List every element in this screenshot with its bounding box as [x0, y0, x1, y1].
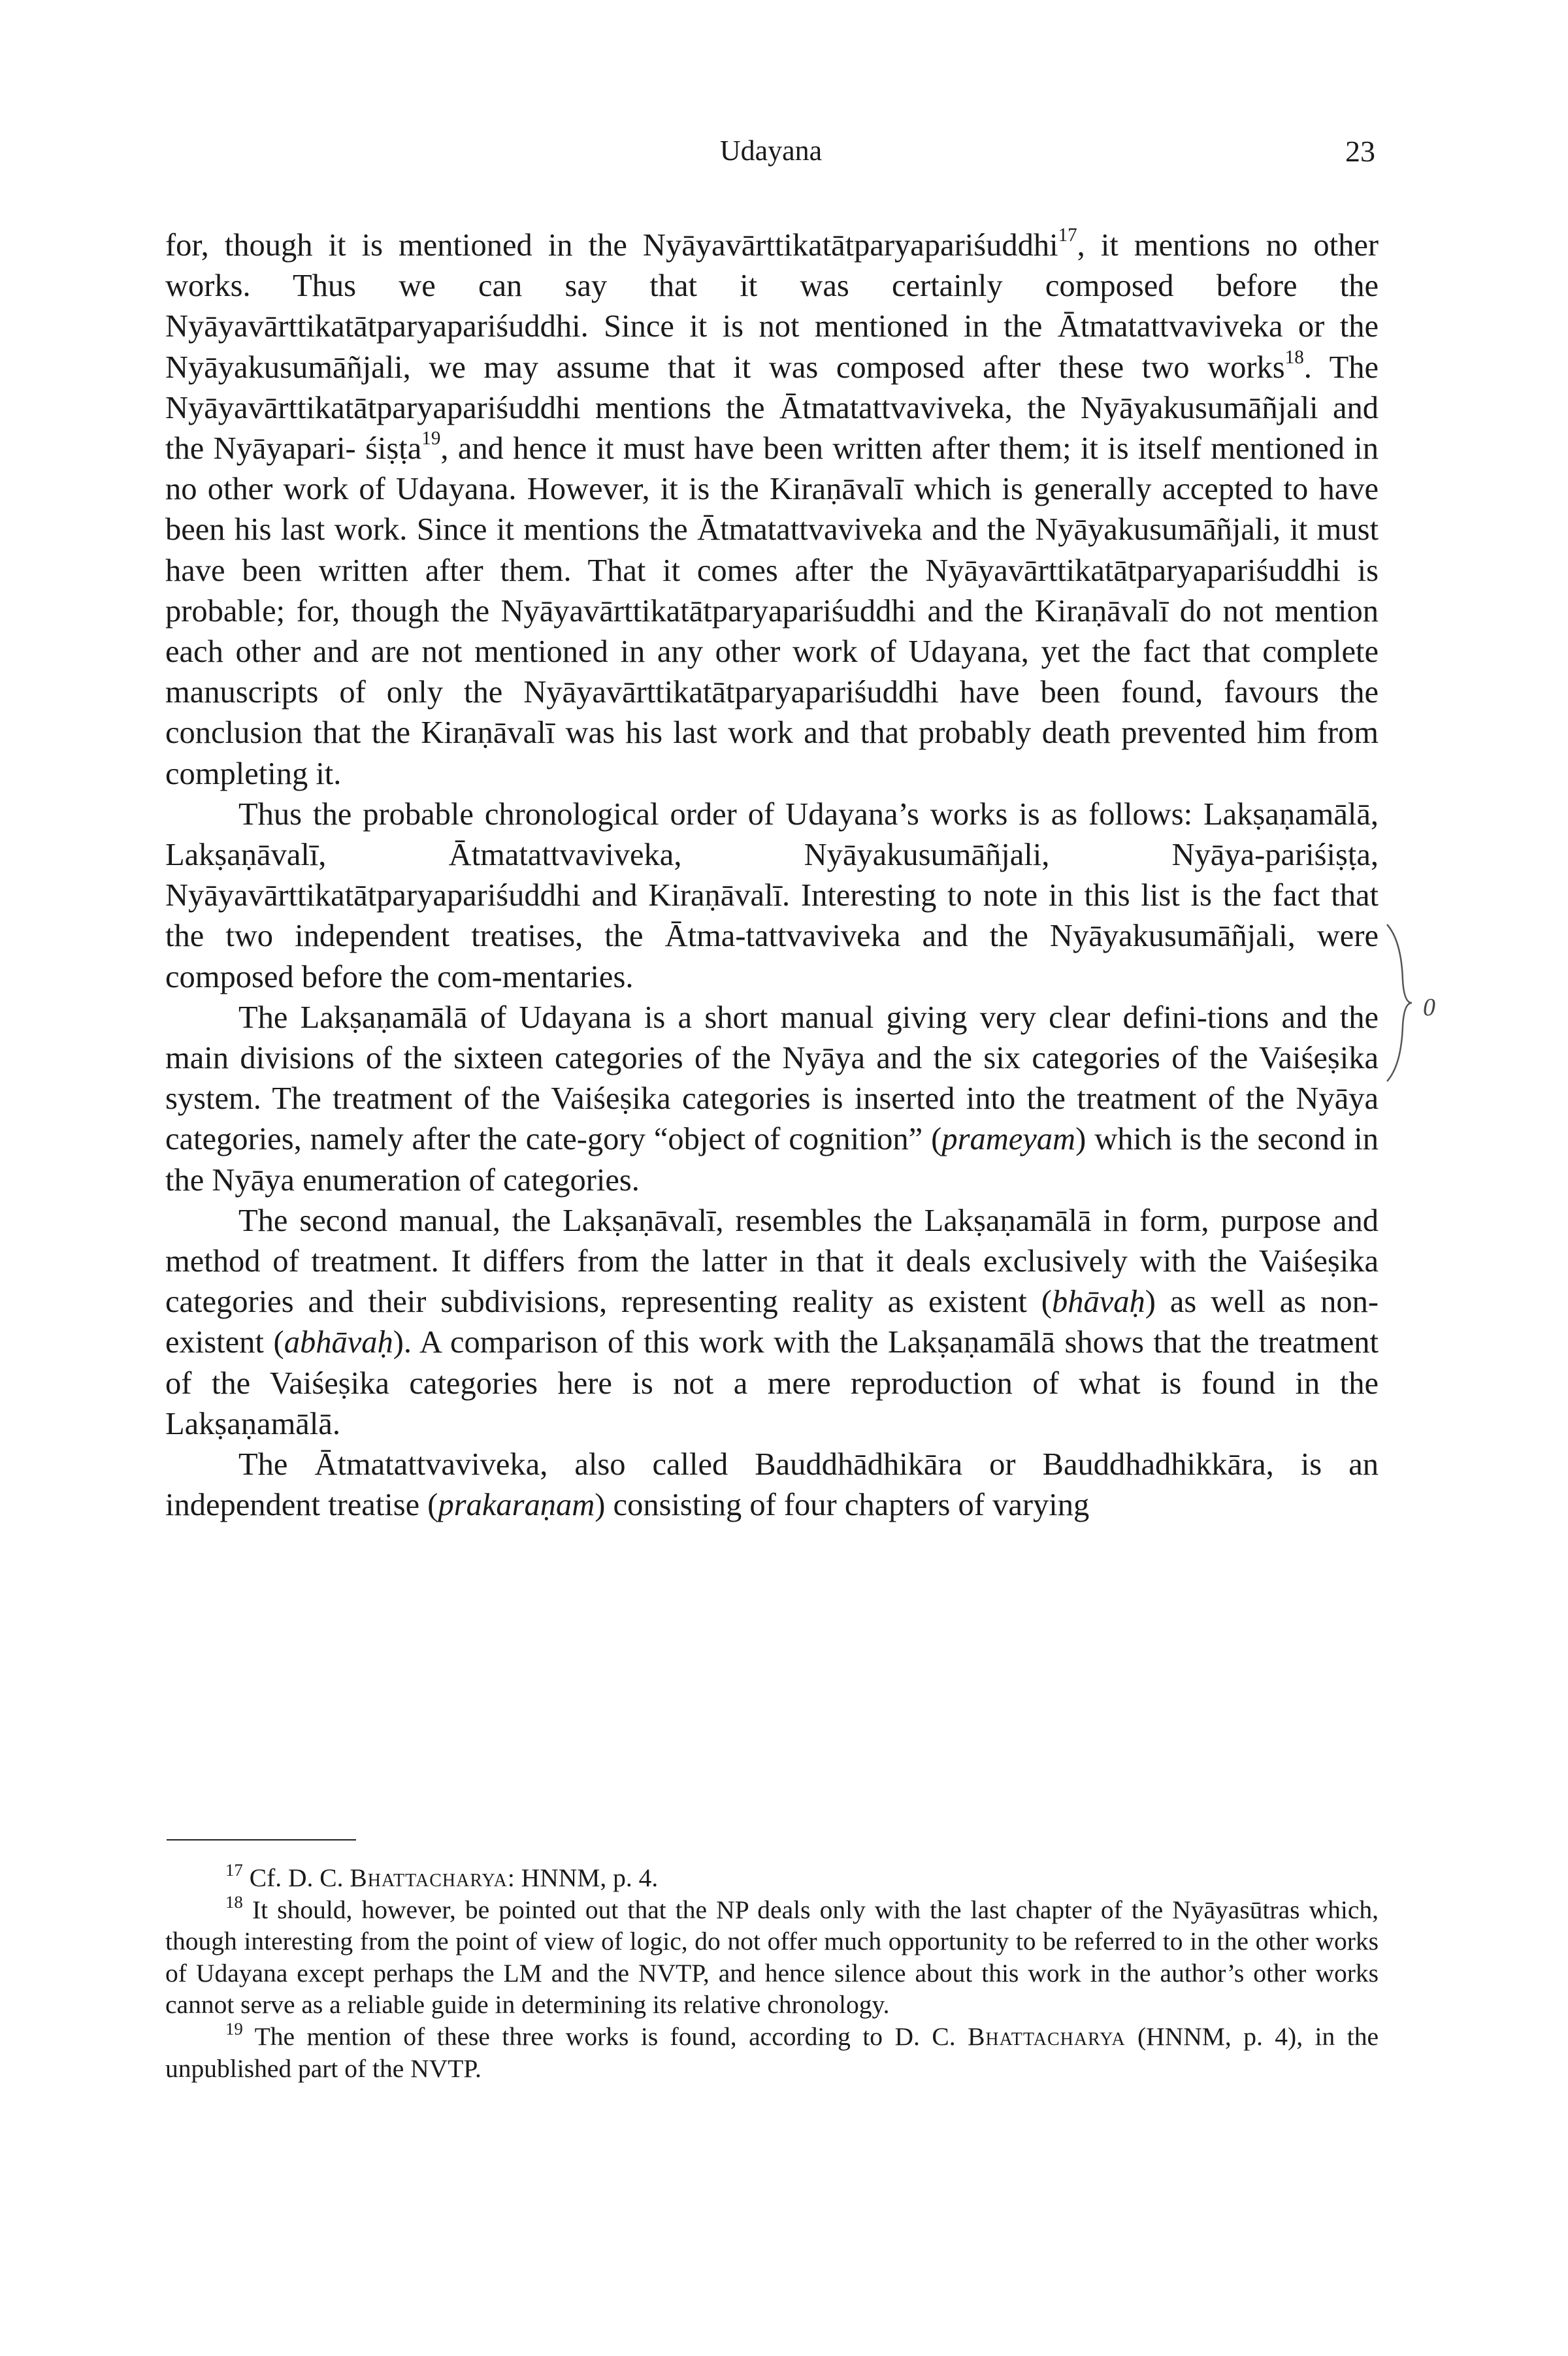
text-run: The Ātmatattvaviveka, also called Bauddhādhikāra or Bauddhadhikkāra, is an independent treatise (: [165, 1447, 1379, 1523]
paragraph-3: [165, 998, 1379, 1201]
text-run: for, though it is mentioned in the Nyāyavārttikatātparyapariśuddhi: [165, 228, 1058, 263]
paragraph-1: [165, 225, 1379, 794]
footnote-17: [165, 1859, 1379, 1894]
footnote-text: Cf. D. C.: [249, 1863, 350, 1892]
italic-term: bhāvaḥ: [1051, 1284, 1145, 1320]
footnote-number: 19: [225, 2018, 243, 2038]
body-text: [165, 225, 1379, 1526]
paragraph-4: [165, 1201, 1379, 1445]
author-name: Bhattacharya: [968, 2021, 1126, 2051]
text-run: ) which is the second in the Nyāya enumeration of categories.: [165, 1122, 1379, 1198]
footnote-19: [165, 2018, 1379, 2084]
text-run: , and hence it must have been written after them; it is itself mentioned in no other work of Udayana. However, it is the Kiraṇāvalī which is generally accepted to have been his last work. Since it mentions the Ātmatattvaviveka and the Nyāyakusumāñjali, it must have been written after them. That it comes after the Nyāyavārttikatātparyapariśuddhi is probable; for, though the Nyāyavārttikatātparyapariśuddhi and the Kiraṇāvalī do not mention each other and are not mentioned in any other work of Udayana, yet the fact that complete manuscripts of only the Nyāyavārttikatātparyapariśuddhi have been found, favours the conclusion that the Kiraṇāvalī was his last work and that probably death prevented him from completing it.: [165, 431, 1379, 791]
footnote-ref-19[interactable]: 19: [421, 428, 441, 450]
italic-term: prameyam: [941, 1122, 1076, 1157]
paragraph-5: [165, 1445, 1379, 1526]
footnote-ref-18[interactable]: 18: [1284, 346, 1304, 368]
running-title: Udayana: [719, 135, 823, 167]
footnote-ref-17[interactable]: 17: [1058, 225, 1077, 246]
page-number: 23: [1345, 135, 1375, 168]
author-name: Bhattacharya: [350, 1863, 508, 1892]
margin-annotation: 0: [1423, 994, 1435, 1021]
footnote-text: It should, however, be pointed out that the NP deals only with the last chapter of the Nyāyasūtras which, though interesting from the point of view of logic, do not offer much opportunity to be referred to in the other works of Udayana except perhaps the LM and the NVTP, and hence silence about this work in the author’s other works cannot serve as a reliable guide in determining its relative chronology.: [165, 1895, 1379, 2020]
text-run: , it mentions no other works. Thus we can say that it was certainly composed before the Nyāyavārttikatātparyapariśuddhi. Since it is not mentioned in the Ātmatattvaviveka or the Nyāyakusumāñjali, we may assume that it was composed after these two works: [165, 228, 1379, 385]
text-run: The second manual, the Lakṣaṇāvalī, resembles the Lakṣaṇamālā in form, purpose and method of treatment. It differs from the latter in that it deals exclusively with the Vaiśeṣika categories and their subdivisions, representing reality as existent (: [165, 1203, 1379, 1320]
footnote-text: (HNNM, p. 4), in the unpublished part of the NVTP.: [165, 2021, 1379, 2083]
footnote-18: [165, 1891, 1379, 2021]
text-run: śiṣṭa: [365, 431, 422, 466]
text-run: ) as well as non-existent (: [165, 1284, 1379, 1360]
footnote-number: 18: [225, 1891, 243, 1912]
footnote-text: : HNNM, p. 4.: [507, 1863, 659, 1892]
margin-bracket-mark: [1382, 921, 1421, 1085]
italic-term: prakaraṇam: [438, 1488, 595, 1523]
text-run: ). A comparison of this work with the Lakṣaṇamālā shows that the treatment of the Vaiśeṣika categories here is not a mere reproduction of what is found in the Lakṣaṇamālā.: [165, 1325, 1379, 1441]
footnote-rule: [167, 1839, 356, 1841]
footnote-text: The mention of these three works is found, according to D. C.: [254, 2021, 968, 2051]
paragraph-2: Thus the probable chronological order of Udayana’s works is as follows: Lakṣaṇamālā, Lakṣaṇāvalī, Ātmatattvaviveka, Nyāyakusumāñjali, Nyāya-pariśiṣṭa, Nyāyavārttikatātparyapariśuddhi and Kiraṇāvalī. Interesting to note in this list is the fact that the two independent treatises, the Ātma-tattvaviveka and the Nyāyakusumāñjali, were composed before the com-mentaries.: [165, 796, 1379, 994]
footnote-number: 17: [225, 1859, 243, 1880]
running-head: [167, 134, 1375, 173]
text-run: . The Nyāyavārttikatātparyapariśuddhi mentions the Ātmatattvaviveka, the Nyāyakusumāñjali and the Nyāyapari-: [165, 350, 1379, 466]
italic-term: abhāvaḥ: [284, 1325, 393, 1360]
text-run: The Lakṣaṇamālā of Udayana is a short manual giving very clear defini-tions and the main divisions of the sixteen categories of the Nyāya and the six categories of the Vaiśeṣika system. The treatment of the Vaiśeṣika categories is inserted into the treatment of the Nyāya categories, namely after the cate-gory “object of cognition” (: [165, 1000, 1379, 1157]
footnotes: [165, 1859, 1379, 2084]
text-run: ) consisting of four chapters of varying: [595, 1488, 1090, 1523]
